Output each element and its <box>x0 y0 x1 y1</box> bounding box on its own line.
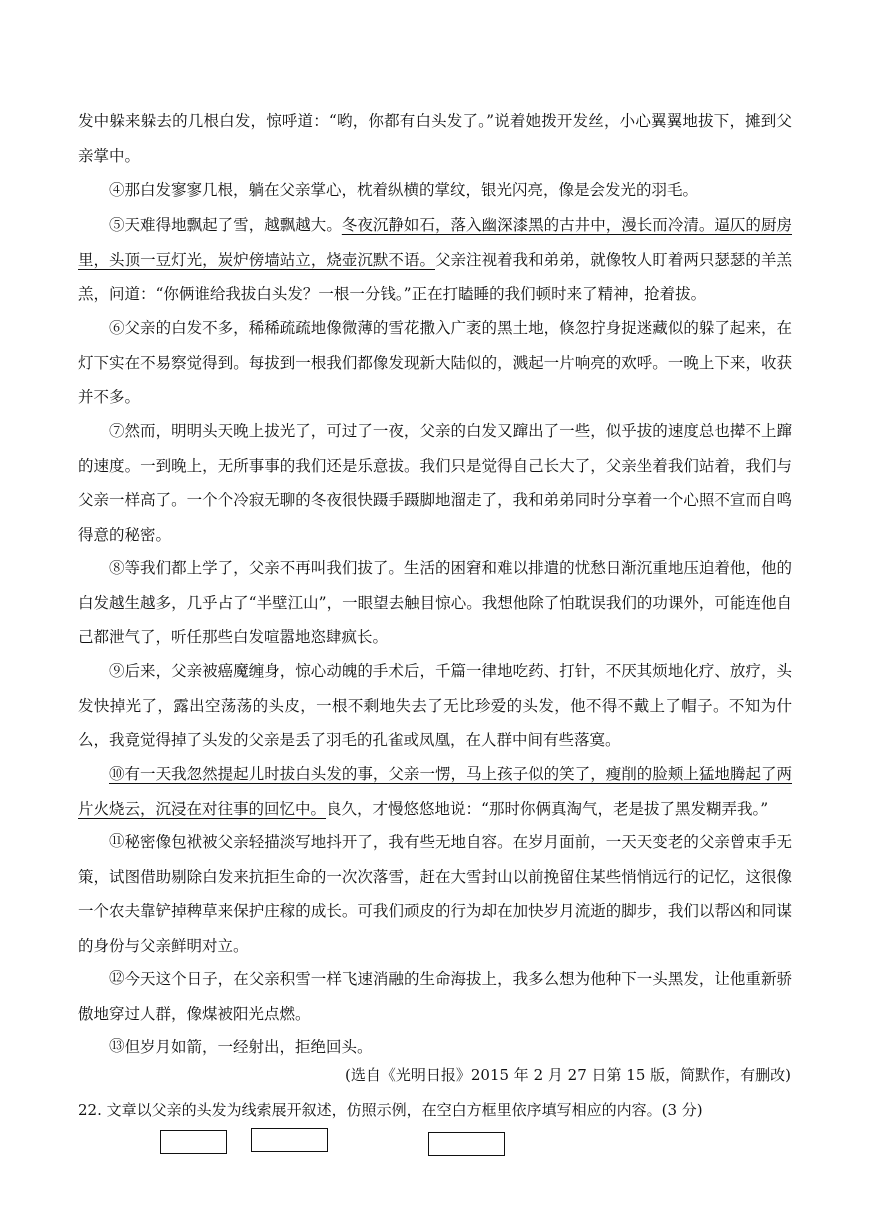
paragraph-7 <box>78 414 792 552</box>
paragraph-10 <box>78 757 792 826</box>
paragraph-8 <box>78 551 792 655</box>
answer-box-1[interactable] <box>160 1130 227 1154</box>
paragraph-number: ⑬ <box>109 1037 125 1055</box>
paragraph-text: ⑥父亲的白发不多，稀稀疏疏地像微薄的雪花撒入广袤的黑土地，倏忽拧身捉迷藏似的躲了起来，在灯下实在不易察觉得到。每拔到一根我们都像发现新大陆似的，溅起一片响亮的欢呼。一晚上下来，收获并不多。 <box>78 319 792 406</box>
paragraph-number: ⑪ <box>109 832 125 850</box>
paragraph-13 <box>78 1030 792 1065</box>
paragraph-9 <box>78 654 792 758</box>
paragraph-text: ⑧等我们都上学了，父亲不再叫我们拔了。生活的困窘和难以排遣的忧愁日渐沉重地压迫着他，他的白发越生越多，几乎占了“半壁江山”，一眼望去触目惊心。我想他除了怕耽误我们的功课外，可能连他自己都泄气了，听任那些白发喧嚣地恣肆疯长。 <box>78 559 792 646</box>
paragraph-text: 但岁月如箭，一经射出，拒绝回头。 <box>124 1038 373 1056</box>
answer-box-2[interactable] <box>251 1128 328 1152</box>
paragraph-text: 父亲注视着我和弟弟，就像牧人盯着两只瑟瑟的羊羔羔，问道：“你俩谁给我拔白头发？一根一分钱。”正在打瞌睡的我们顿时来了精神，抢着拔。 <box>78 250 792 303</box>
paragraph-text: 秘密像包袱被父亲轻描淡写地抖开了，我有些无地自容。在岁月面前，一天天变老的父亲曾束手无策，试图借助剔除白发来抗拒生命的一次次落雪，赶在大雪封山以前挽留住某些悄悄远行的记忆，这很像一个农夫靠铲掉稗草来保护庄稼的成长。可我们顽皮的行为却在加快岁月流逝的脚步，我们以帮凶和同谋的身份与父亲鲜明对立。 <box>78 833 792 955</box>
paragraph-5 <box>78 208 792 312</box>
paragraph-number: ⑫ <box>109 969 125 987</box>
underlined-sentence: ⑩有一天我忽然提起儿时拔白头发的事，父亲一愣，马上孩子似的笑了，瘦削的脸颊上猛地腾起了两片火烧云，沉浸在对往事的回忆中。 <box>78 765 792 818</box>
paragraph-12 <box>78 962 792 1031</box>
paragraph-11 <box>78 825 792 963</box>
paragraph-text: ⑨后来，父亲被癌魔缠身，惊心动魄的手术后，千篇一律地吃药、打针，不厌其烦地化疗、放疗，头发快掉光了，露出空荡荡的头皮，一根不剩地失去了无比珍爱的头发，他不得不戴上了帽子。不知为什么，我竟觉得掉了头发的父亲是丢了羽毛的孔雀或凤凰，在人群中间有些落寞。 <box>78 662 792 749</box>
paragraph-text: ④那白发寥寥几根，躺在父亲掌心，枕着纵横的掌纹，银光闪亮，像是会发光的羽毛。 <box>109 181 699 199</box>
paragraph-3-continuation <box>78 104 792 173</box>
paragraph-6 <box>78 311 792 415</box>
paragraph-text: 今天这个日子，在父亲积雪一样飞速消融的生命海拔上，我多么想为他种下一头黑发，让他重新骄傲地穿过人群，像煤被阳光点燃。 <box>78 970 792 1023</box>
paragraph-4 <box>78 173 792 208</box>
paragraph-text: 发中躲来躲去的几根白发，惊呼道：“哟，你都有白头发了。”说着她拨开发丝，小心翼翼地拔下，摊到父亲掌中。 <box>78 112 792 165</box>
paragraph-text: ⑤天难得地飘起了雪，越飘越大。 <box>109 216 342 234</box>
paragraph-text: 良久，才慢悠悠地说：“那时你俩真淘气，老是拔了黑发糊弄我。” <box>326 799 769 818</box>
paragraph-text: ⑦然而，明明头天晚上拔光了，可过了一夜，父亲的白发又蹿出了一些，似乎拔的速度总也撵不上蹿的速度。一到晚上，无所事事的我们还是乐意拔。我们只是觉得自己长大了，父亲坐着我们站着，我们与父亲一样高了。一个个冷寂无聊的冬夜很快蹑手蹑脚地溜走了，我和弟弟同时分享着一个心照不宣而自鸣得意的秘密。 <box>78 422 792 544</box>
source-citation: (选自《光明日报》2015 年 2 月 27 日第 15 版，简默作，有删改) <box>345 1066 791 1084</box>
question-22: 22. 文章以父亲的头发为线索展开叙述，仿照示例，在空白方框里依序填写相应的内容。(3 分) <box>78 1101 703 1119</box>
underlined-sentence: 冬夜沉静如石，落入幽深漆黑的古井中，漫长而冷清。逼仄的厨房里，头顶一豆灯光，炭炉傍墙站立，烧壶沉默不语。 <box>78 216 792 269</box>
answer-box-3[interactable] <box>428 1132 505 1156</box>
